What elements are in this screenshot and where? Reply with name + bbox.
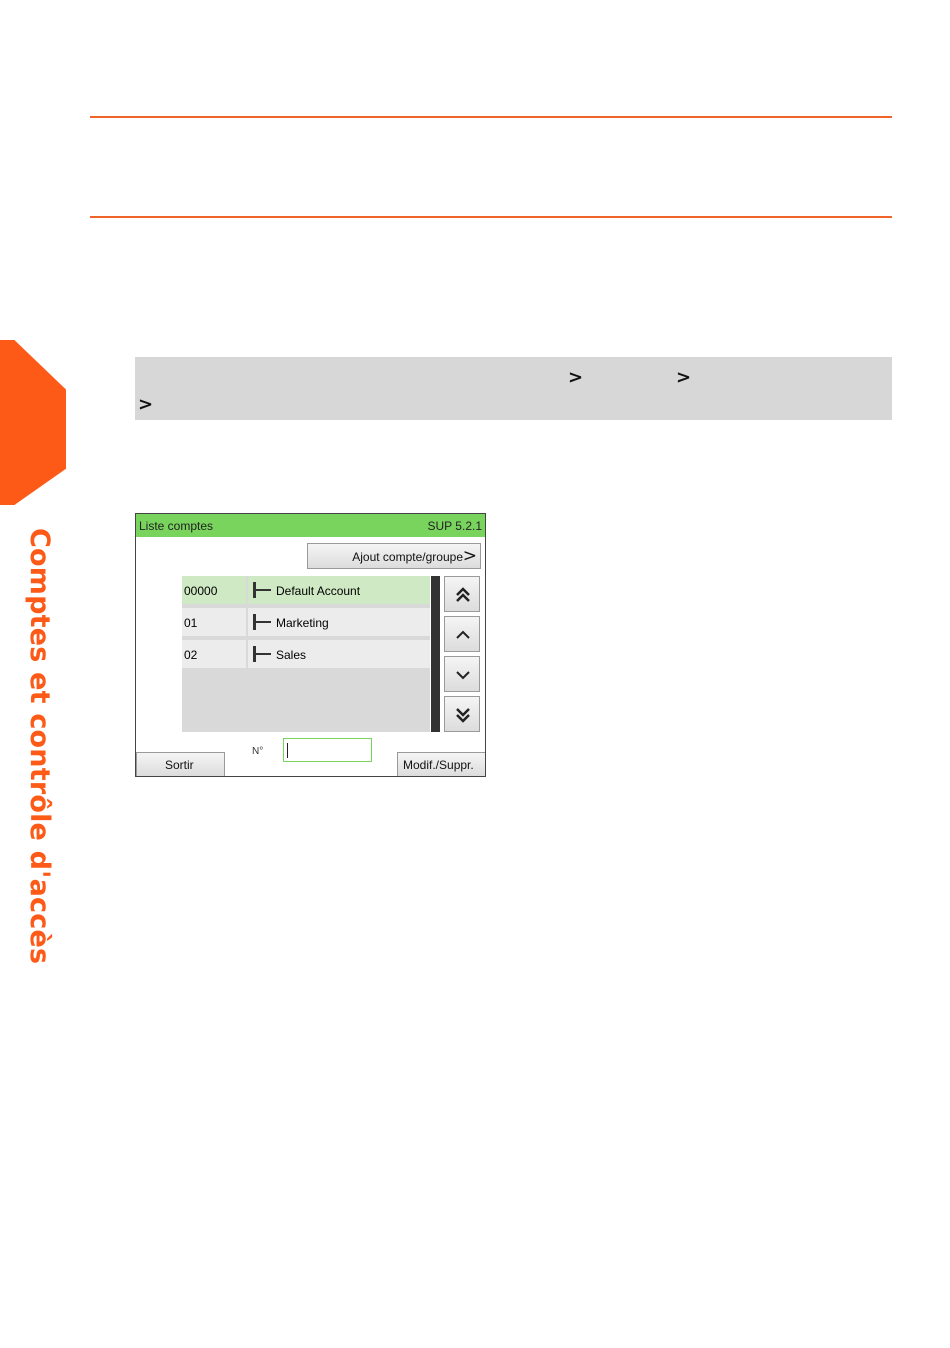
section-divider [90,216,892,218]
tree-branch-icon [253,614,271,630]
text-caret [287,743,288,758]
exit-label: Sortir [165,758,194,772]
account-name-cell [248,576,430,606]
page-down-icon [453,705,473,725]
account-name-cell [248,640,430,670]
account-row[interactable] [182,608,430,638]
account-number: 00000 [182,576,248,606]
account-number: 02 [182,640,248,670]
add-account-group-button[interactable] [307,543,481,569]
exit-button[interactable] [136,752,225,777]
page-up-button[interactable] [444,576,480,612]
list-scrollbar[interactable] [431,576,440,732]
account-number: 01 [182,608,248,638]
down-icon [453,665,473,685]
number-label: N° [252,746,264,757]
add-account-group-label: Ajout compte/groupe [352,550,463,564]
tree-branch-icon [253,646,271,662]
modify-delete-label: Modif./Suppr. [403,758,474,772]
page-up-icon [453,585,473,605]
breadcrumb-path [135,357,892,420]
account-row[interactable] [182,576,430,606]
account-name: Default Account [276,584,361,598]
page-down-button[interactable] [444,696,480,732]
account-name: Marketing [276,616,329,630]
device-screen [135,513,486,777]
breadcrumb-separator: > [138,394,154,415]
screen-code: SUP 5.2.1 [427,519,482,533]
breadcrumb-separator: > [568,367,584,388]
modify-delete-button[interactable] [397,752,486,777]
screen-header [136,514,485,537]
account-number-input[interactable] [283,738,372,762]
account-row[interactable] [182,640,430,670]
chapter-title: Comptes et contrôle d'accès [24,528,55,965]
top-divider [90,116,892,118]
up-icon [453,625,473,645]
account-list [182,576,430,732]
chapter-tab [0,340,66,505]
screen-title: Liste comptes [139,519,214,533]
account-name-cell [248,608,430,638]
down-button[interactable] [444,656,480,692]
account-name: Sales [276,648,307,662]
breadcrumb-separator: > [676,367,692,388]
tree-branch-icon [253,582,271,598]
chevron-right-icon: > [462,546,477,566]
up-button[interactable] [444,616,480,652]
